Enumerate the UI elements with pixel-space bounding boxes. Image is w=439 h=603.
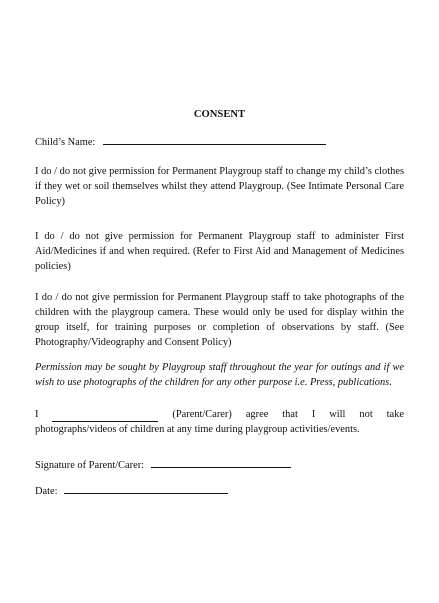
child-name-label: Child’s Name: [35,137,96,148]
date-label: Date: [35,486,58,497]
date-field[interactable] [64,482,228,494]
acknowledgement-line-1 [35,407,404,422]
child-name-field[interactable] [103,133,326,145]
page-title: CONSENT [193,109,246,120]
ack-word: I [35,409,39,420]
ack-word: that [282,409,298,420]
consent-paragraph-photography: I do / do not give permission for Permanent Playgroup staff to take photographs of the children with the playgroup camera. These would only be used for display within the group itself, for training purposes or completion of observations by staff. (See Photography/Videography and Consent Policy) [35,292,404,348]
acknowledgement-statement [35,407,404,437]
ack-word: take [386,409,404,420]
ack-word: (Parent/Carer) [172,409,232,420]
ack-word: agree [245,409,269,420]
consent-paragraph-intimate-care: I do / do not give permission for Permanent Playgroup staff to change my child’s clothes if they wet or soil themselves whilst they attend Playgroup. (See Intimate Personal Care Policy) [35,166,404,207]
ack-word: I [311,409,316,420]
child-name-row [35,133,326,150]
date-row [35,482,228,499]
ack-word: not [359,409,373,420]
signature-row [35,456,291,473]
ack-word: will [329,409,346,420]
acknowledgement-line-2: photographs/videos of children at any time during playgroup activities/events. [35,424,360,435]
permission-note: Permission may be sought by Playgroup staff throughout the year for outings and if we wish to use photographs of the children for any other purpose i.e. Press, publications. [35,362,404,388]
signature-label: Signature of Parent/Carer: [35,460,145,471]
parent-carer-name-field[interactable] [52,410,158,422]
consent-paragraph-first-aid: I do / do not give permission for Permanent Playgroup staff to administer First Aid/Medicines if and when required. (Refer to First Aid and Management of Medicines policies) [35,231,404,272]
signature-field[interactable] [151,456,291,468]
